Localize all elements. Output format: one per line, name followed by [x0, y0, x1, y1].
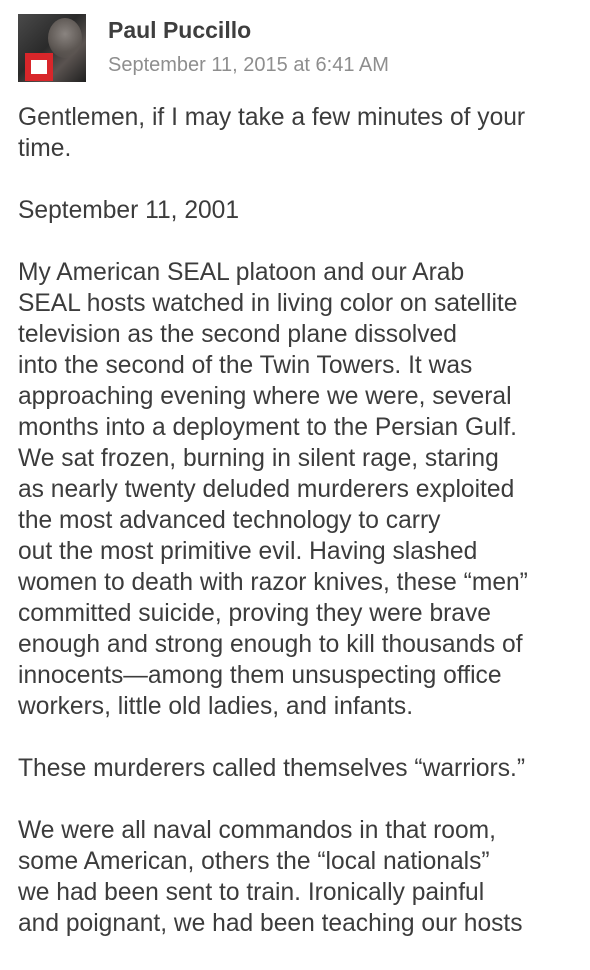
text-line: out the most primitive evil. Having slashed: [18, 538, 478, 565]
text-line: committed suicide, proving they were brave: [18, 600, 491, 627]
text-line: we had been sent to train. Ironically painful: [18, 879, 485, 906]
post-body: [18, 102, 583, 970]
text-line: approaching evening where we were, several: [18, 383, 512, 410]
post-header: [18, 14, 578, 84]
text-line: women to death with razor knives, these “men”: [18, 569, 528, 596]
post-timestamp[interactable]: September 11, 2015 at 6:41 AM: [108, 54, 389, 76]
text-line: These murderers called themselves “warriors.”: [18, 755, 526, 782]
text-line: SEAL hosts watched in living color on satellite: [18, 290, 518, 317]
paragraph-greeting: [18, 102, 583, 164]
text-line: We sat frozen, burning in silent rage, staring: [18, 445, 499, 472]
text-line: My American SEAL platoon and our Arab: [18, 259, 465, 286]
text-line: television as the second plane dissolved: [18, 321, 457, 348]
author-avatar[interactable]: [18, 14, 86, 82]
paragraph-date: [18, 195, 583, 226]
avatar-photo: [48, 18, 82, 58]
text-line: We were all naval commandos in that room,: [18, 817, 496, 844]
paragraph-warriors: [18, 753, 583, 784]
text-line: time.: [18, 135, 72, 162]
text-line: the most advanced technology to carry: [18, 507, 441, 534]
author-name[interactable]: Paul Puccillo: [108, 17, 252, 43]
text-line: workers, little old ladies, and infants.: [18, 693, 414, 720]
text-line: September 11, 2001: [18, 197, 240, 224]
text-line: Gentlemen, if I may take a few minutes of your: [18, 104, 526, 131]
paragraph-story: [18, 257, 583, 722]
avatar-badge-icon: [25, 53, 53, 81]
text-line: as nearly twenty deluded murderers exploited: [18, 476, 515, 503]
text-line: enough and strong enough to kill thousands of: [18, 631, 523, 658]
text-line: innocents—among them unsuspecting office: [18, 662, 502, 689]
text-line: and poignant, we had been teaching our hosts: [18, 910, 523, 937]
text-line: months into a deployment to the Persian Gulf.: [18, 414, 517, 441]
paragraph-commandos: [18, 815, 583, 939]
text-line: some American, others the “local nationals”: [18, 848, 490, 875]
text-line: into the second of the Twin Towers. It was: [18, 352, 473, 379]
